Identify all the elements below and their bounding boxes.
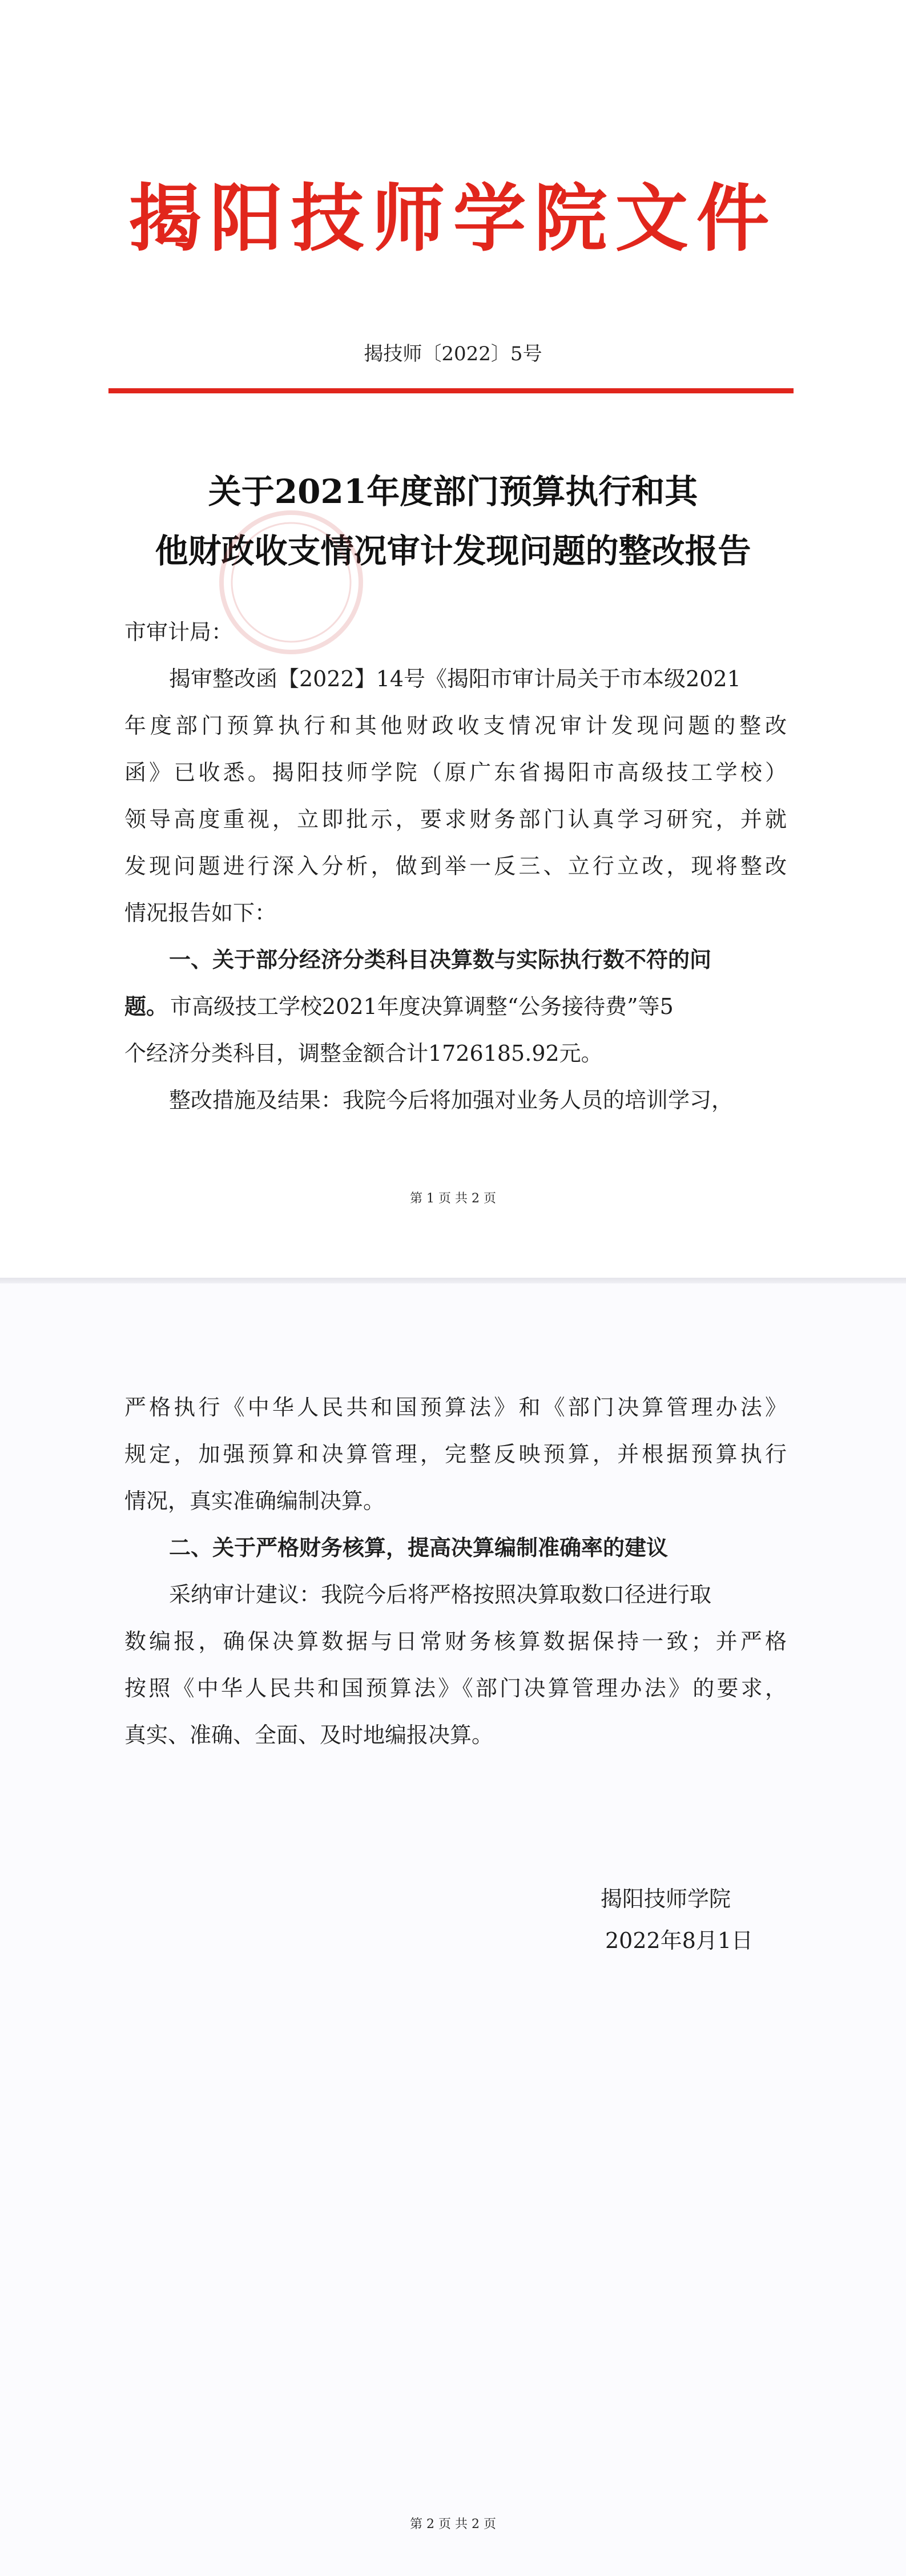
salutation-line: 市审计局：: [124, 619, 233, 645]
header-red-rule: [108, 388, 794, 393]
section-heading-2: 二、关于严格财务核算，提高决算编制准确率的建议: [169, 1535, 669, 1560]
signature-organization: 揭阳技师学院: [601, 1886, 731, 1911]
body-line: 个经济分类科目，调整金额合计1726185.92元。: [124, 1041, 603, 1066]
body-line: 年度部门预算执行和其他财政收支情况审计发现问题的整改: [124, 713, 787, 738]
body-line: 情况，真实准确编制决算。: [124, 1488, 385, 1514]
page-2-footer: 第 2 页 共 2 页: [410, 2517, 496, 2531]
body-line: 采纳审计建议：我院今后将严格按照决算取数口径进行取: [169, 1582, 712, 1607]
body-line: 真实、准确、全面、及时地编报决算。: [124, 1722, 494, 1748]
document-page-1: [0, 0, 906, 1278]
report-title-line-2: 他财政收支情况审计发现问题的整改报告: [155, 532, 751, 570]
body-line: 函》已收悉。揭阳技师学院（原广东省揭阳市高级技工学校）: [124, 760, 787, 785]
page-separator: [0, 1278, 906, 1283]
document-number: 揭技师〔2022〕5号: [364, 343, 542, 365]
document-page-2: [0, 1283, 906, 2576]
body-line: 数编报，确保决算数据与日常财务核算数据保持一致；并严格: [124, 1629, 787, 1654]
signature-date: 2022年8月1日: [605, 1928, 754, 1953]
body-line: 市高级技工学校2021年度决算调整“公务接待费”等5: [170, 994, 674, 1019]
section-heading-1: 一、关于部分经济分类科目决算数与实际执行数不符的问: [169, 947, 712, 972]
report-title-line-1: 关于2021年度部门预算执行和其: [208, 472, 698, 511]
body-line: 整改措施及结果：我院今后将加强对业务人员的培训学习，: [169, 1088, 734, 1113]
body-line: 严格执行《中华人民共和国预算法》和《部门决算管理办法》: [124, 1395, 787, 1420]
body-line: 按照《中华人民共和国预算法》《部门决算管理办法》的要求，: [124, 1676, 787, 1701]
body-line: 规定，加强预算和决算管理，完整反映预算，并根据预算执行: [124, 1442, 787, 1467]
page-1-footer: 第 1 页 共 2 页: [410, 1192, 496, 1206]
section-heading-1-cont: 题。: [124, 993, 168, 1019]
body-line: 揭审整改函【2022】14号《揭阳市审计局关于市本级2021: [169, 666, 741, 691]
body-line: 领导高度重视，立即批示，要求财务部门认真学习研究，并就: [124, 807, 787, 832]
body-line: 发现问题进行深入分析，做到举一反三、立行立改，现将整改: [124, 854, 787, 879]
body-line: 情况报告如下：: [124, 900, 277, 925]
document-header-title: 揭阳技师学院文件: [128, 176, 778, 261]
